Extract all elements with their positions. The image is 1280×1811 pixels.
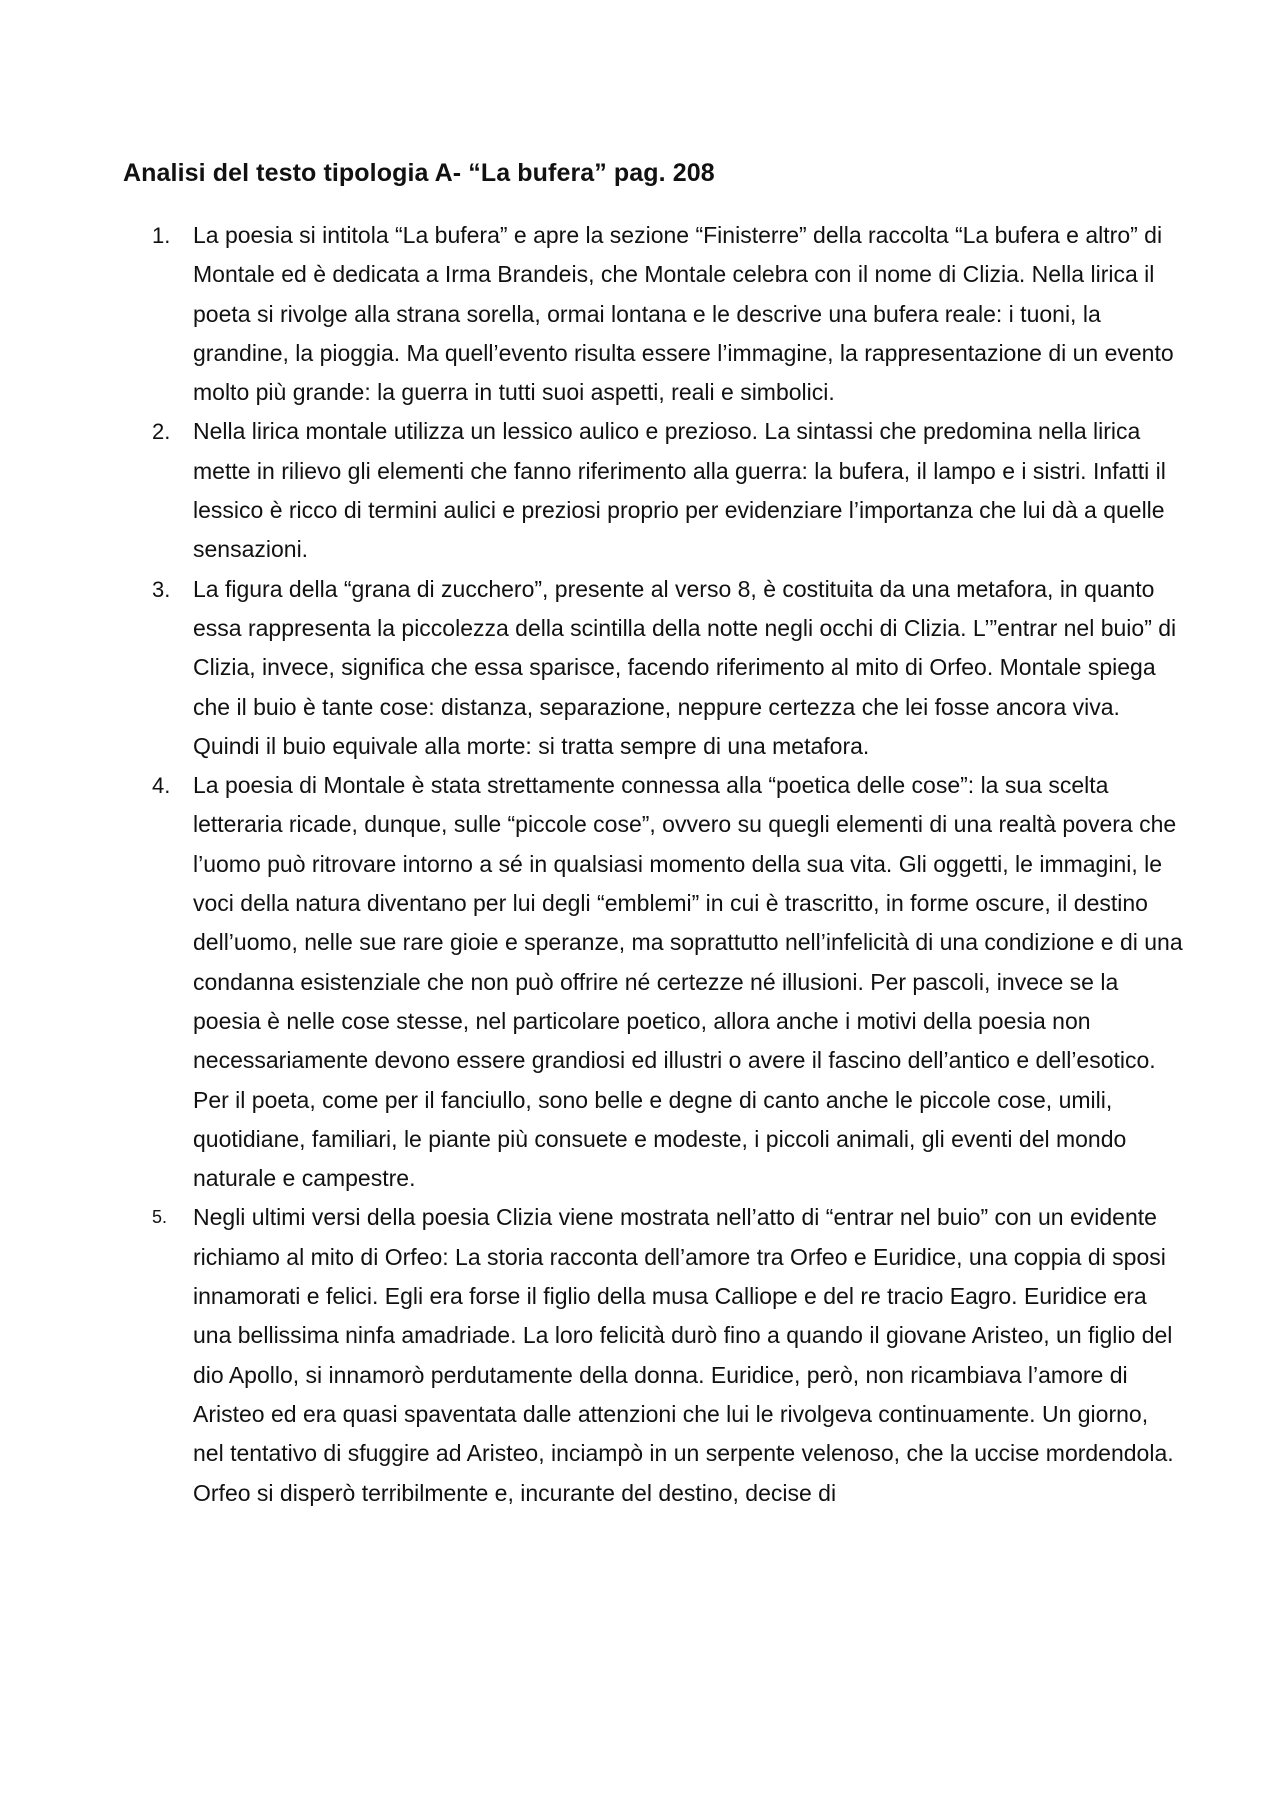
- list-item-number: 1.: [152, 223, 171, 248]
- list-item-number: 5.: [152, 1207, 168, 1228]
- document-title: Analisi del testo tipologia A- “La bufera” pag. 208: [123, 159, 715, 187]
- analysis-list: [0, 216, 1280, 1513]
- list-item-number: 2.: [152, 419, 171, 445]
- list-item: [0, 570, 1280, 766]
- list-item-text: Nella lirica montale utilizza un lessico aulico e prezioso. La sintassi che predomina nella lirica mette in rilievo gli elementi che fanno riferimento alla guerra: la bufera, il lampo e i sistri. Infatti il lessico è ricco di termini aulici e preziosi proprio per evidenziare l’importanza che lui dà a quelle sensazioni.: [193, 418, 1166, 563]
- list-item: [0, 412, 1280, 569]
- list-item-text: La figura della “grana di zucchero”, presente al verso 8, è costituita da una metafora, in quanto essa rappresenta la piccolezza della scintilla della notte negli occhi di Clizia. L’”entrar nel buio” di Clizia, invece, significa che essa sparisce, facendo riferimento al mito di Orfeo. Montale spiega che il buio è tante cose: distanza, separazione, neppure certezza che lei fosse ancora viva. Quindi il buio equivale alla morte: si tratta sempre di una metafora.: [193, 575, 1177, 759]
- list-item-text: La poesia si intitola “La bufera” e apre la sezione “Finisterre” della raccolta “La bufera e altro” di Montale ed è dedicata a Irma Brandeis, che Montale celebra con il nome di Clizia. Nella lirica il poeta si rivolge alla strana sorella, ormai lontana e le descrive una bufera reale: i tuoni, la grandine, la pioggia. Ma quell’evento risulta essere l’immagine, la rappresentazione di un evento molto più grande: la guerra in tutti suoi aspetti, reali e simbolici.: [193, 222, 1174, 406]
- list-item: [0, 766, 1280, 1198]
- list-item-number: 3.: [152, 576, 171, 602]
- list-item: [0, 1198, 1280, 1512]
- list-item-text: La poesia di Montale è stata strettamente connessa alla “poetica delle cose”: la sua scelta letteraria ricade, dunque, sulle “piccole cose”, ovvero su quegli elementi di una realtà povera che l’uomo può ritrovare intorno a sé in qualsiasi momento della sua vita. Gli oggetti, le immagini, le voci della natura diventano per lui degli “emblemi” in cui è trascritto, in forme oscure, il destino dell’uomo, nelle sue rare gioie e speranze, ma soprattutto nell’infelicità di una condizione e di una condanna esistenziale che non può offrire né certezze né illusioni. Per pascoli, invece se la poesia è nelle cose stesse, nel particolare poetico, allora anche i motivi della poesia non necessariamente devono essere grandiosi ed illustri o avere il fascino dell’antico e dell’esotico. Per il poeta, come per il fanciullo, sono belle e degne di canto anche le piccole cose, umili, quotidiane, familiari, le piante più consuete e modeste, i piccoli animali, gli eventi del mondo naturale e campestre.: [193, 772, 1183, 1192]
- list-item-text: Negli ultimi versi della poesia Clizia viene mostrata nell’atto di “entrar nel buio” con un evidente richiamo al mito di Orfeo: La storia racconta dell’amore tra Orfeo e Euridice, una coppia di sposi innamorati e felici. Egli era forse il figlio della musa Calliope e del re tracio Eagro. Euridice era una bellissima ninfa amadriade. La loro felicità durò fino a quando il giovane Aristeo, un figlio del dio Apollo, si innamorò perdutamente della donna. Euridice, però, non ricambiava l’amore di Aristeo ed era quasi spaventata dalle attenzioni che lui le rivolgeva continuamente. Un giorno, nel tentativo di sfuggire ad Aristeo, inciampò in un serpente velenoso, che la uccise mordendola. Orfeo si disperò terribilmente e, incurante del destino, decise di: [193, 1204, 1174, 1506]
- list-item: [0, 216, 1280, 412]
- list-item-number: 4.: [152, 773, 171, 799]
